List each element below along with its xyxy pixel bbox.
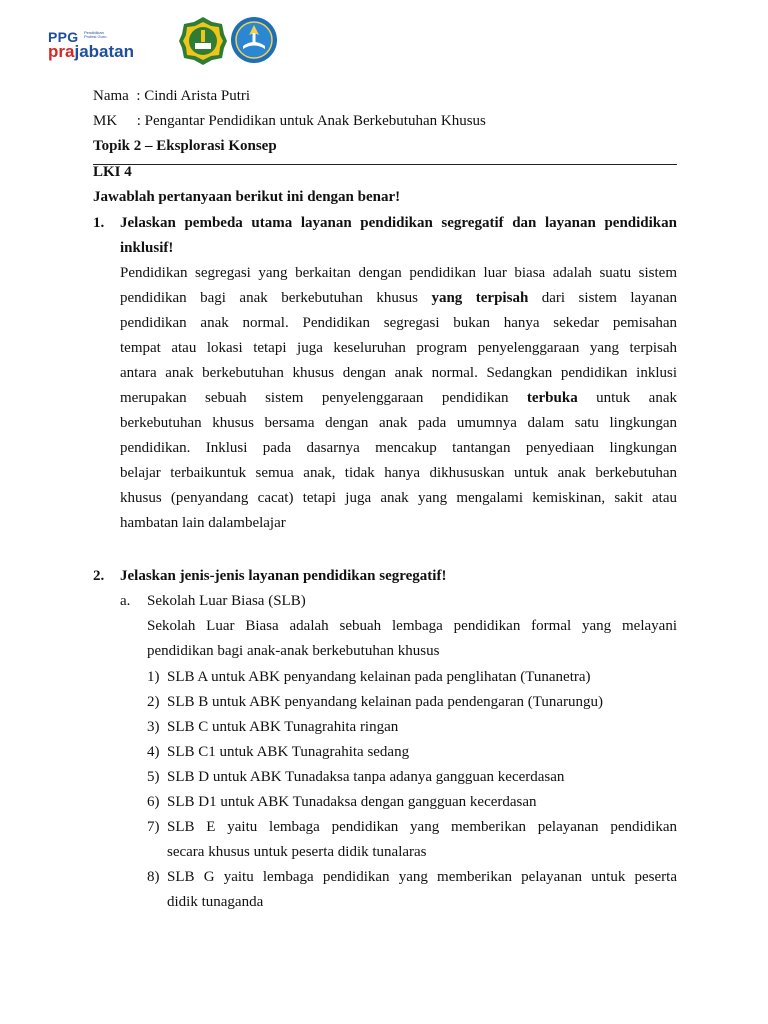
- q2-number: 2.: [93, 568, 105, 584]
- q1-answer: Pendidikan segregasi yang berkaitan dengan pendidikan luar biasa adalah suatu sistem pendidikan bagi anak berkebutuhan khusus yang terpisah dari sistem layanan pendidikan anak normal. Pendidikan segregasi bukan hanya sekedar pemisahan tempat atau lokasi tetapi juga keseluruhan program penyelenggaraan yang terpisah antara anak berkebutuhan khusus dengan anak normal. Sedangkan pendidikan inklusi merupakan sebuah sistem penyelenggaraan pendidikan terbuka untuk anak berkebutuhan khusus bersama dengan anak pada umumnya dalam satu lingkungan pendidikan. Inklusi pada dasarnya mencakup tantangan penyediaan lingkungan belajar terbaikuntuk semua anak, tidak hanya dikhususkan untuk anak berkebutuhan khusus (penyandang cacat) tetapi juga anak yang mengalami kemiskinan, sakit atau hambatan lain dalambelajar: [120, 265, 678, 531]
- list-item-number: 3): [147, 719, 160, 735]
- nama-value: : Cindi Arista Putri: [136, 88, 251, 104]
- list-item-number: 7): [147, 819, 160, 835]
- q1-question: Jelaskan pembeda utama layanan pendidikan segregatif dan layanan pendidikan inklusif!: [120, 215, 677, 256]
- header-logos: [48, 16, 288, 68]
- mk-value: : Pengantar Pendidikan untuk Anak Berkebutuhan Khusus: [136, 113, 486, 129]
- lki-title: LKI 4: [93, 164, 132, 180]
- q1-number: 1.: [93, 215, 105, 231]
- list-item-number: 1): [147, 669, 160, 685]
- list-item-number: 2): [147, 694, 160, 710]
- list-item-number: 5): [147, 769, 160, 785]
- ppg-logo-text: PPG: [48, 29, 79, 45]
- list-item-number: 8): [147, 869, 160, 885]
- kemenag-emblem-icon: [178, 16, 228, 66]
- list-item: SLB E yaitu lembaga pendidikan yang memberikan pelayanan pendidikan secara khusus untuk peserta didik tunalaras: [167, 819, 677, 860]
- ppg-logo-tagline: Pendidikan Profesi Guru: [84, 30, 107, 39]
- list-item-number: 4): [147, 744, 160, 760]
- list-item: SLB C1 untuk ABK Tunagrahita sedang: [167, 744, 410, 760]
- list-item: SLB D untuk ABK Tunadaksa tanpa adanya gangguan kecerdasan: [167, 769, 565, 785]
- q2-a-title: Sekolah Luar Biasa (SLB): [147, 593, 306, 609]
- q2-a-description: Sekolah Luar Biasa adalah sebuah lembaga pendidikan formal yang melayani pendidikan bagi anak-anak berkebutuhan khusus: [147, 618, 677, 659]
- mk-label: MK: [93, 113, 118, 129]
- list-item: SLB B untuk ABK penyandang kelainan pada pendengaran (Tunarungu): [167, 694, 604, 710]
- list-item: SLB A untuk ABK penyandang kelainan pada penglihatan (Tunanetra): [167, 669, 591, 685]
- q2-question: Jelaskan jenis-jenis layanan pendidikan segregatif!: [120, 568, 447, 584]
- ppg-prajabatan-logo: [48, 28, 176, 68]
- list-item: SLB D1 untuk ABK Tunadaksa dengan gangguan kecerdasan: [167, 794, 537, 810]
- topik-line: Topik 2 – Eksplorasi Konsep: [93, 138, 277, 154]
- list-item-number: 6): [147, 794, 160, 810]
- q2-a-label: a.: [120, 593, 131, 609]
- list-item: SLB G yaitu lembaga pendidikan yang memberikan pelayanan untuk peserta didik tunaganda: [167, 869, 677, 910]
- list-item: SLB C untuk ABK Tunagrahita ringan: [167, 719, 399, 735]
- header-divider: [93, 164, 677, 165]
- prajabatan-logo-text: prajabatan: [48, 42, 134, 61]
- instruction: Jawablah pertanyaan berikut ini dengan benar!: [93, 189, 401, 205]
- tut-wuri-handayani-icon: [230, 16, 278, 64]
- mk-line: [93, 113, 486, 130]
- nama-label: Nama: [93, 88, 129, 104]
- nama-line: [93, 88, 250, 105]
